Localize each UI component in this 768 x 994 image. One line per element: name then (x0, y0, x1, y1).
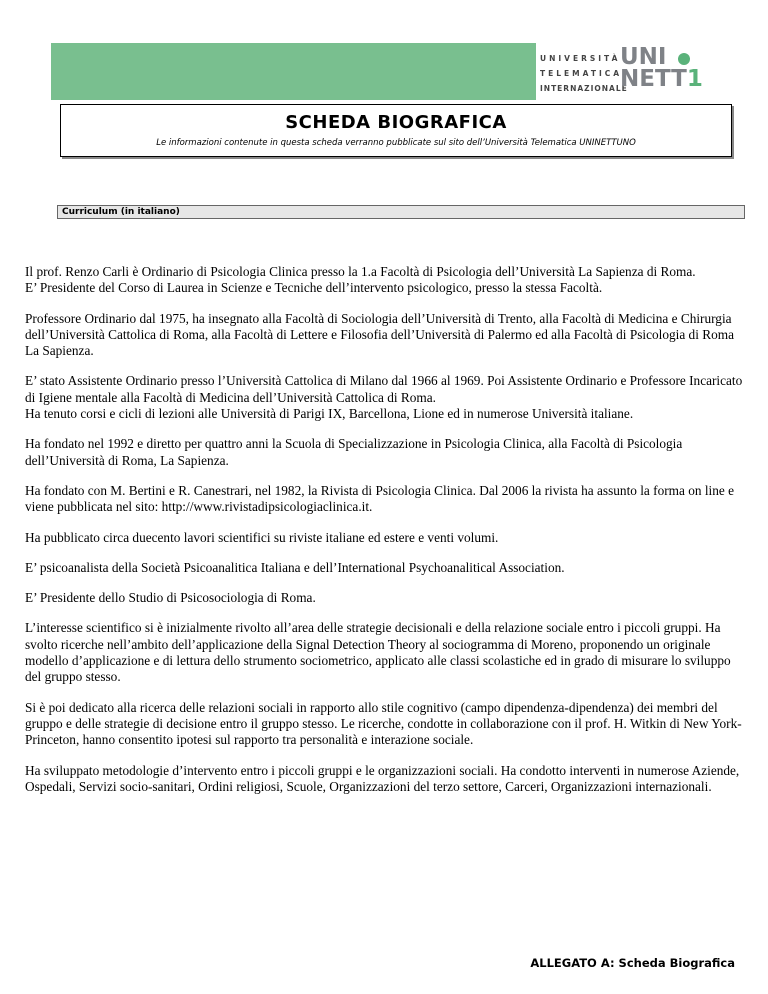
paragraph-line: E’ stato Assistente Ordinario presso l’Università Cattolica di Milano dal 1966 al 1969. Poi Assistente Ordinario e Professore Incaricato di Igiene mentale alla Facoltà di Medicina dell’Università Cattolica di Roma. (25, 373, 743, 405)
logo-line-internazionale: INTERNAZIONALE (540, 84, 628, 93)
curriculum-paragraph (25, 700, 745, 749)
logo-mark-top: UNI (620, 44, 667, 70)
curriculum-paragraph (25, 620, 745, 685)
logo-mark-digit: 1 (686, 66, 703, 92)
curriculum-paragraph (25, 763, 745, 796)
curriculum-paragraph (25, 560, 745, 576)
curriculum-paragraph (25, 264, 745, 297)
paragraph-line: Ha tenuto corsi e cicli di lezioni alle Università di Parigi IX, Barcellona, Lione ed in numerose Università italiane. (25, 406, 634, 422)
page-title: SCHEDA BIOGRAFICA (285, 112, 507, 133)
paragraph-line: Ha pubblicato circa duecento lavori scientifici su riviste italiane ed estere e venti volumi. (25, 529, 499, 545)
paragraph-line: Ha sviluppato metodologie d’intervento entro i piccoli gruppi e le organizzazioni sociali. Ha condotto interventi in numerose Aziende, Ospedali, Servizi socio-sanitari, Ordini religiosi, Scuole, Organizzazioni del terzo settore, Carceri, Organizzazioni internazionali. (25, 762, 740, 794)
paragraph-line: Ha fondato nel 1992 e diretto per quattro anni la Scuola di Specializzazione in Psicologia Clinica, alla Facoltà di Psicologia dell’Università di Roma, La Sapienza. (25, 436, 683, 468)
curriculum-paragraph (25, 590, 745, 606)
page-subtitle: Le informazioni contenute in questa scheda verranno pubblicate sul sito dell’Università Telematica UNINETTUNO (156, 138, 636, 148)
logo-wordmark (540, 51, 628, 96)
paragraph-line: E’ psicoanalista della Società Psicoanalitica Italiana e dell’International Psychoanalitical Association. (25, 559, 565, 575)
logo-line-telematica: TELEMATICA (540, 69, 623, 78)
paragraph-line: Ha fondato con M. Bertini e R. Canestrari, nel 1982, la Rivista di Psicologia Clinica. Dal 2006 la rivista ha assunto la forma on line e viene pubblicata nel sito: http://www.rivistadipsicologiaclinica.it. (25, 482, 735, 515)
curriculum-paragraph (25, 530, 745, 546)
section-header-curriculum: Curriculum (in italiano) (57, 205, 745, 219)
paragraph-line: E’ Presidente del Corso di Laurea in Scienze e Tecniche dell’intervento psicologico, presso la stessa Facoltà. (25, 280, 603, 296)
logo-dot-icon (678, 53, 690, 65)
curriculum-paragraph (25, 311, 745, 360)
logo-mark (620, 46, 703, 90)
title-box (60, 104, 732, 157)
logo-line-universita: UNIVERSITÀ (540, 54, 621, 63)
paragraph-line: Il prof. Renzo Carli è Ordinario di Psicologia Clinica presso la 1.a Facoltà di Psicologia dell’Università La Sapienza di Roma. (25, 264, 696, 279)
logo-mark-bottom: NETT (620, 66, 687, 92)
paragraph-line: L’interesse scientifico si è inizialmente rivolto all’area delle strategie decisionali e della relazione sociale entro i piccoli gruppi. Ha svolto ricerche nell’ambito dell’applicazione della Signal Detection Theory al sociogramma di Moreno, proponendo un originale modello d’applicazione e di lettura dello strumento sociometrico, applicato alle classi scolastiche ed in grado di misurare lo sviluppo del gruppo stesso. (25, 620, 731, 685)
paragraph-line: Si è poi dedicato alla ricerca delle relazioni sociali in rapporto allo stile cognitivo (campo dipendenza-dipendenza) dei membri del gruppo e delle strategie di decisione entro il gruppo stesso. Le ricerche, condotte in collaborazione con il prof. H. Witkin di New York-Princeton, hanno consentito ipotesi sul rapporto tra personalità e interazione sociale. (25, 699, 742, 748)
curriculum-paragraph (25, 483, 745, 516)
paragraph-line: E’ Presidente dello Studio di Psicosociologia di Roma. (25, 590, 316, 606)
curriculum-paragraph (25, 373, 745, 422)
curriculum-paragraph (25, 436, 745, 469)
footer-label: ALLEGATO A: Scheda Biografica (530, 956, 735, 970)
uninettuno-logo (536, 43, 743, 100)
curriculum-body (25, 264, 745, 809)
paragraph-line: Professore Ordinario dal 1975, ha insegnato alla Facoltà di Sociologia dell’Università di Trento, alla Facoltà di Medicina e Chirurgia dell’Università Cattolica di Roma, alla Facoltà di Lettere e Filosofia dell’Università di Palermo ed alla Facoltà di Psicologia di Roma La Sapienza. (25, 310, 734, 359)
